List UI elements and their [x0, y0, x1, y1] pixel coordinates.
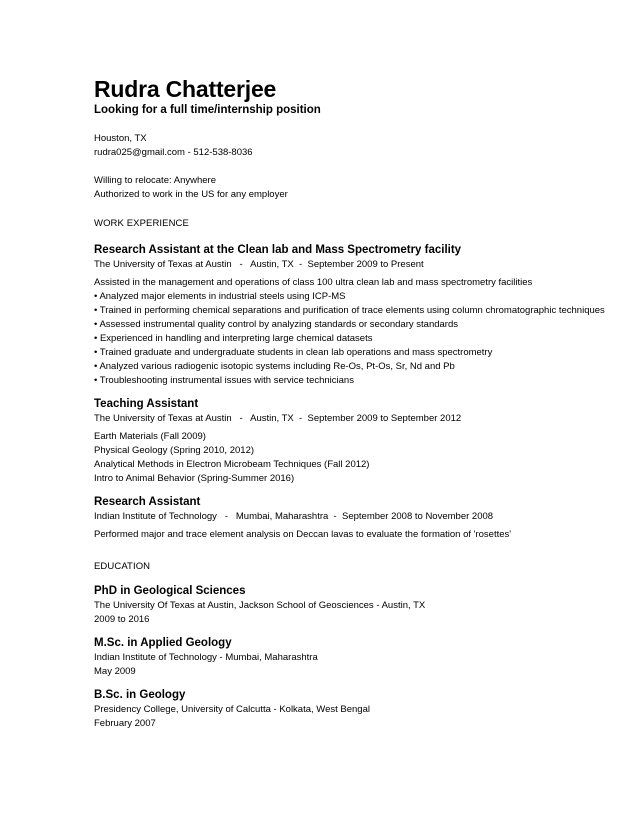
education-entry [94, 584, 614, 627]
course-line: Intro to Animal Behavior (Spring-Summer 2016) [94, 473, 295, 484]
job-description: Performed major and trace element analysis on Deccan lavas to evaluate the formation of 'rosettes' [94, 529, 512, 540]
course-line: Earth Materials (Fall 2009) [94, 431, 206, 442]
degree-dates: May 2009 [94, 666, 136, 677]
job-bullet: • Analyzed major elements in industrial steels using ICP-MS [94, 291, 346, 302]
job-title: Research Assistant at the Clean lab and Mass Spectrometry facility [94, 244, 462, 256]
degree-title: B.Sc. in Geology [94, 689, 186, 701]
degree-school: The University Of Texas at Austin, Jackson School of Geosciences - Austin, TX [94, 600, 426, 611]
job-bullet: • Assessed instrumental quality control by analyzing standards or secondary standards [94, 319, 458, 330]
work-authorization: Authorized to work in the US for any employer [94, 189, 288, 200]
job-employer-line: Indian Institute of Technology - Mumbai, Maharashtra - September 2008 to November 2008 [94, 511, 494, 522]
degree-school: Indian Institute of Technology - Mumbai, Maharashtra [94, 652, 318, 663]
job-bullet: • Trained in performing chemical separations and purification of trace elements using column chromatographic techniques [94, 305, 605, 316]
degree-school: Presidency College, University of Calcutta - Kolkata, West Bengal [94, 704, 370, 715]
job-bullet: • Troubleshooting instrumental issues with service technicians [94, 375, 354, 386]
job-title: Research Assistant [94, 496, 201, 508]
relocation-note: Willing to relocate: Anywhere [94, 175, 216, 186]
job-employer-line: The University of Texas at Austin - Austin, TX - September 2009 to Present [94, 259, 424, 270]
job-bullet: • Analyzed various radiogenic isotopic systems including Re-Os, Pt-Os, Sr, Nd and Pb [94, 361, 455, 372]
work-experience-heading: WORK EXPERIENCE [94, 218, 189, 229]
course-line: Physical Geology (Spring 2010, 2012) [94, 445, 255, 456]
job-objective: Looking for a full time/internship position [94, 104, 321, 116]
degree-title: M.Sc. in Applied Geology [94, 637, 232, 649]
job-description: Assisted in the management and operations of class 100 ultra clean lab and mass spectrometry facilities [94, 277, 533, 288]
degree-dates: 2009 to 2016 [94, 614, 150, 625]
job-entry [94, 397, 614, 486]
job-entry [94, 495, 614, 542]
course-line: Analytical Methods in Electron Microbeam Techniques (Fall 2012) [94, 459, 370, 470]
location: Houston, TX [94, 133, 147, 144]
education-heading: EDUCATION [94, 561, 151, 572]
contact-info: rudra025@gmail.com - 512-538-8036 [94, 147, 253, 158]
job-title: Teaching Assistant [94, 398, 199, 410]
candidate-name: Rudra Chatterjee [94, 76, 277, 102]
job-bullet: • Trained graduate and undergraduate students in clean lab operations and mass spectrometry [94, 347, 493, 358]
job-employer-line: The University of Texas at Austin - Austin, TX - September 2009 to September 2012 [94, 413, 462, 424]
resume-page [94, 76, 614, 731]
job-bullet: • Experienced in handling and interpreting large chemical datasets [94, 333, 373, 344]
education-entry [94, 688, 614, 731]
job-entry [94, 243, 614, 388]
degree-dates: February 2007 [94, 718, 156, 729]
education-entry [94, 636, 614, 679]
degree-title: PhD in Geological Sciences [94, 585, 246, 597]
